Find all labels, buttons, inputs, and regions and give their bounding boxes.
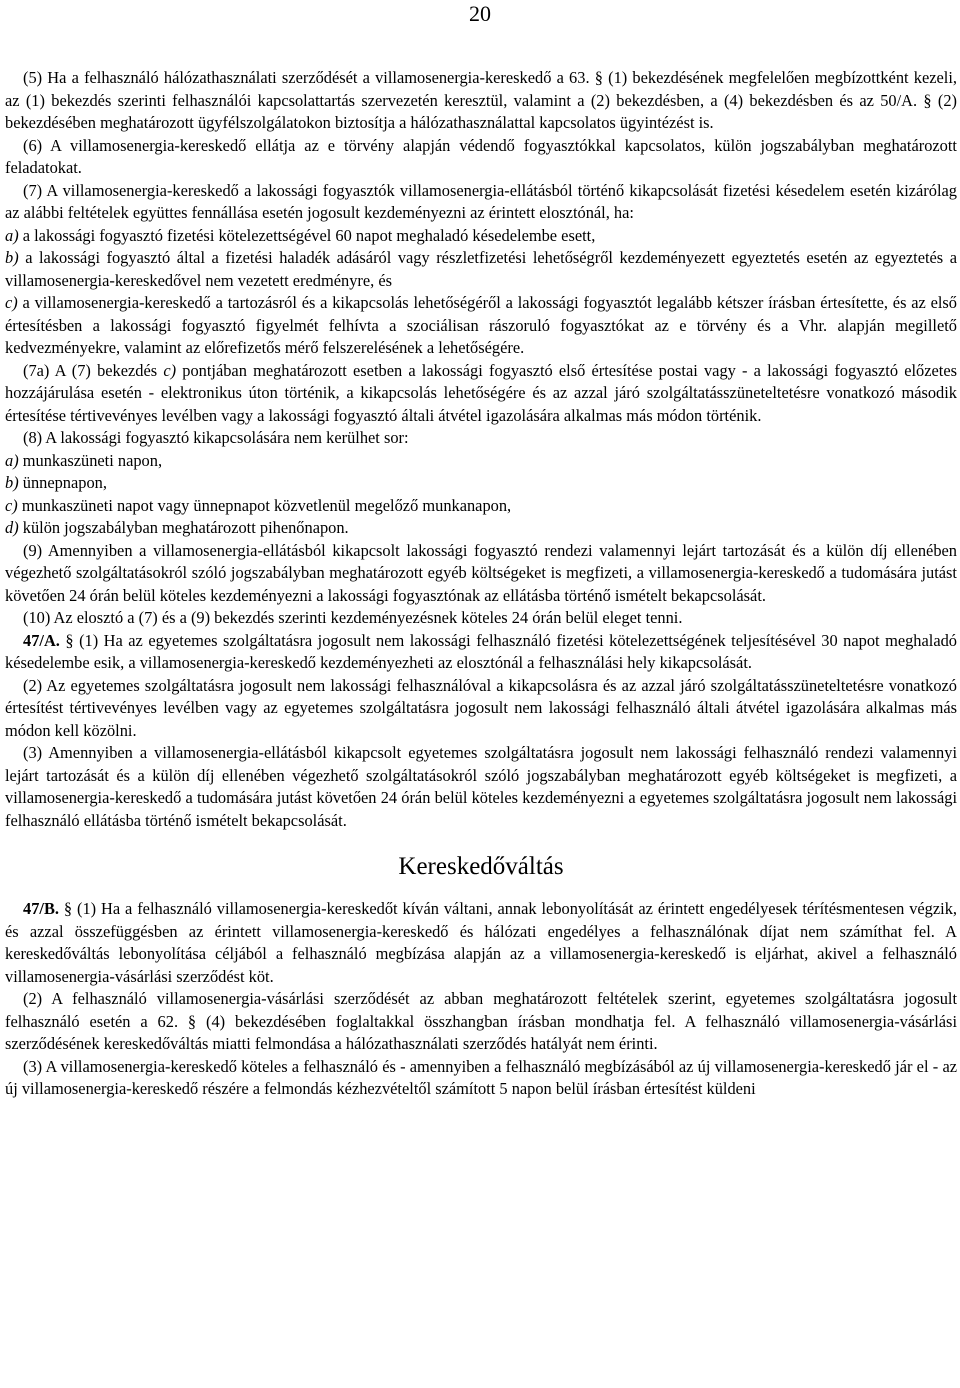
section-47a-1: 47/A. § (1) Ha az egyetemes szolgáltatásra jogosult nem lakossági felhasználó fizetési kötelezettségének teljesítésével 30 napot meghaladó késedelembe esik, a villamosenergia-kereskedő kezdeményezheti az elosztónál a felhasználási hely kikapcsolását. (5, 630, 957, 672)
section-47b-3: (3) A villamosenergia-kereskedő köteles a felhasználó és - amennyiben a felhasználó megbízásából az új villamosenergia-kereskedő jár el - az új villamosenergia-kereskedő részére a felmondás kézhezvételtől számított 5 napon belül írásban értesítést küldeni (5, 1056, 957, 1098)
document-body (5, 67, 957, 1101)
item-label: b) (5, 248, 19, 267)
section-47b-1: 47/B. § (1) Ha a felhasználó villamosenergia-kereskedőt kíván váltani, annak lebonyolítását az érintett engedélyesek térítésmentesen végzik, és azzal összefüggésben az érintett villamosenergia-kereskedő és hálózati engedélyes a felhasználónak díjat nem számíthat fel. A kereskedőváltás lebonyolítása céljából a felhasználó megbízása alapján az a villamosenergia-kereskedő is eljárhat, akivel a felhasználó villamosenergia-vásárlási szerződést köt. (5, 899, 957, 986)
item-label: a) (5, 225, 19, 245)
item-label: c) (5, 293, 18, 312)
paragraph-10: (10) Az elosztó a (7) és a (9) bekezdés szerinti kezdeményezésnek köteles 24 órán belül eleget tenni. (23, 608, 683, 627)
paragraph-8: (8) A lakossági fogyasztó kikapcsolására nem kerülhet sor: (23, 428, 409, 447)
section-47a-3: (3) Amennyiben a villamosenergia-ellátásból kikapcsolt egyetemes szolgáltatásra jogosult nem lakossági felhasználó rendezi valamennyi lejárt tartozását és a külön díj ellenében végezhető szolgáltatásokról szóló jogszabályban meghatározott egyéb költségeket is megfizeti, a villamosenergia-kereskedő a tudomására jutást követően 24 órán belül köteles kezdeményezni a egyetemes szolgáltatásra jogosult nem lakossági felhasználó ellátásba történő ismételt bekapcsolását. (5, 743, 957, 830)
list-item-8d: d) külön jogszabályban meghatározott pihenőnapon. (5, 518, 349, 537)
list-item-7a: a) a lakossági fogyasztó fizetési kötelezettségével 60 napot meghaladó késedelembe esett, (5, 225, 596, 245)
section-47a-2: (2) Az egyetemes szolgáltatásra jogosult nem lakossági felhasználóval a kikapcsolásra és az azzal járó szolgáltatásszüneteltetésre vonatkozó értesítést tértivevényes levélben vagy az egyetemes szolgáltatásra jogosult nem lakossági felhasználó általi átvétel igazolására alkalmas más módon kell közölni. (5, 675, 957, 740)
section-number: 47/B. (23, 899, 59, 918)
section-47b-2: (2) A felhasználó villamosenergia-vásárlási szerződését az abban meghatározott feltételek szerint, egyetemes szolgáltatásra jogosult felhasználó esetén a 62. § (4) bekezdésében foglaltakkal összhangban írásban mondhatja fel. A felhasználó villamosenergia-vásárlási szerződésének kereskedőváltás miatti felmondása a hálózathasználati szerződés hatályát nem érinti. (5, 989, 957, 1053)
list-item-8a: a) munkaszüneti napon, (5, 450, 163, 470)
list-item-7c: c) a villamosenergia-kereskedő a tartozásról és a kikapcsolás lehetőségéről a lakossági fogyasztót legalább kétszer írásban értesítette, és az első értesítésben a lakossági fogyasztó figyelmét felhívta a szociálisan rászoruló fogyasztókat az e törvény és a Vhr. alapján megillető kedvezményekre, valamint az előrefizetős mérő felszerelésének a lehetőségére. (5, 293, 957, 357)
list-item-7b: b) a lakossági fogyasztó által a fizetési haladék adásáról vagy részletfizetési lehetőségről kezdeményezett egyeztetés esetén az egyeztetés a villamosenergia-kereskedővel nem vezetett eredményre, és (5, 248, 957, 290)
paragraph-7a: (7a) A (7) bekezdés c) pontjában meghatározott esetben a lakossági fogyasztó első értesítése postai vagy - a lakossági fogyasztó előzetes hozzájárulása esetén - elektronikus úton történik, a kikapcsolás lehetőségére és az azzal járó szolgáltatásszüneteltetésre vonatkozó második értesítése tértivevényes levélben vagy a lakossági fogyasztó általi átvétel igazolására alkalmas más módon történik. (5, 360, 958, 425)
section-heading: Kereskedőváltás (398, 853, 564, 880)
list-item-8c: c) munkaszüneti napot vagy ünnepnapot közvetlenül megelőző munkanapon, (5, 495, 512, 515)
paragraph-6: (6) A villamosenergia-kereskedő ellátja az e törvény alapján védendő fogyasztókkal kapcsolatos, külön jogszabályban meghatározott feladatokat. (5, 135, 957, 177)
page-number: 20 (469, 1, 491, 26)
paragraph-5: (5) Ha a felhasználó hálózathasználati szerződését a villamosenergia-kereskedő a 63. § (1) bekezdésének megfelelően megbízottként kezeli, az (1) bekezdés szerinti felhasználói kapcsolattartás szervezetén keresztül, valamint a (2) bekezdésben, a (4) bekezdésben és az 50/A. § (2) bekezdésében meghatározott ügyfélszolgálatokon biztosítja a hálózathasználattal kapcsolatos ügyintézést is. (5, 68, 957, 132)
paragraph-7: (7) A villamosenergia-kereskedő a lakossági fogyasztók villamosenergia-ellátásból történő kikapcsolását fizetési késedelem esetén kizárólag az alábbi feltételek együttes fennállása esetén jogosult kezdeményezni az érintett elosztónál, ha: (5, 180, 957, 222)
paragraph-9: (9) Amennyiben a villamosenergia-ellátásból kikapcsolt lakossági fogyasztó rendezi valamennyi lejárt tartozását és a külön díj ellenében végezhető szolgáltatásokról szóló jogszabályban meghatározott egyéb költségeket is megfizeti, a villamosenergia-kereskedő a tudomására jutást követően 24 órán belül köteles kezdeményezni a lakossági fogyasztónak az ellátásba történő ismételt bekapcsolását. (5, 540, 957, 605)
list-item-8b: b) ünnepnapon, (5, 473, 107, 492)
item-label: a) (5, 450, 19, 470)
section-number: 47/A. (23, 630, 60, 650)
item-label: c) (5, 495, 18, 515)
item-label: b) (5, 473, 19, 492)
item-label: d) (5, 518, 19, 537)
item-label: c) (163, 360, 177, 380)
